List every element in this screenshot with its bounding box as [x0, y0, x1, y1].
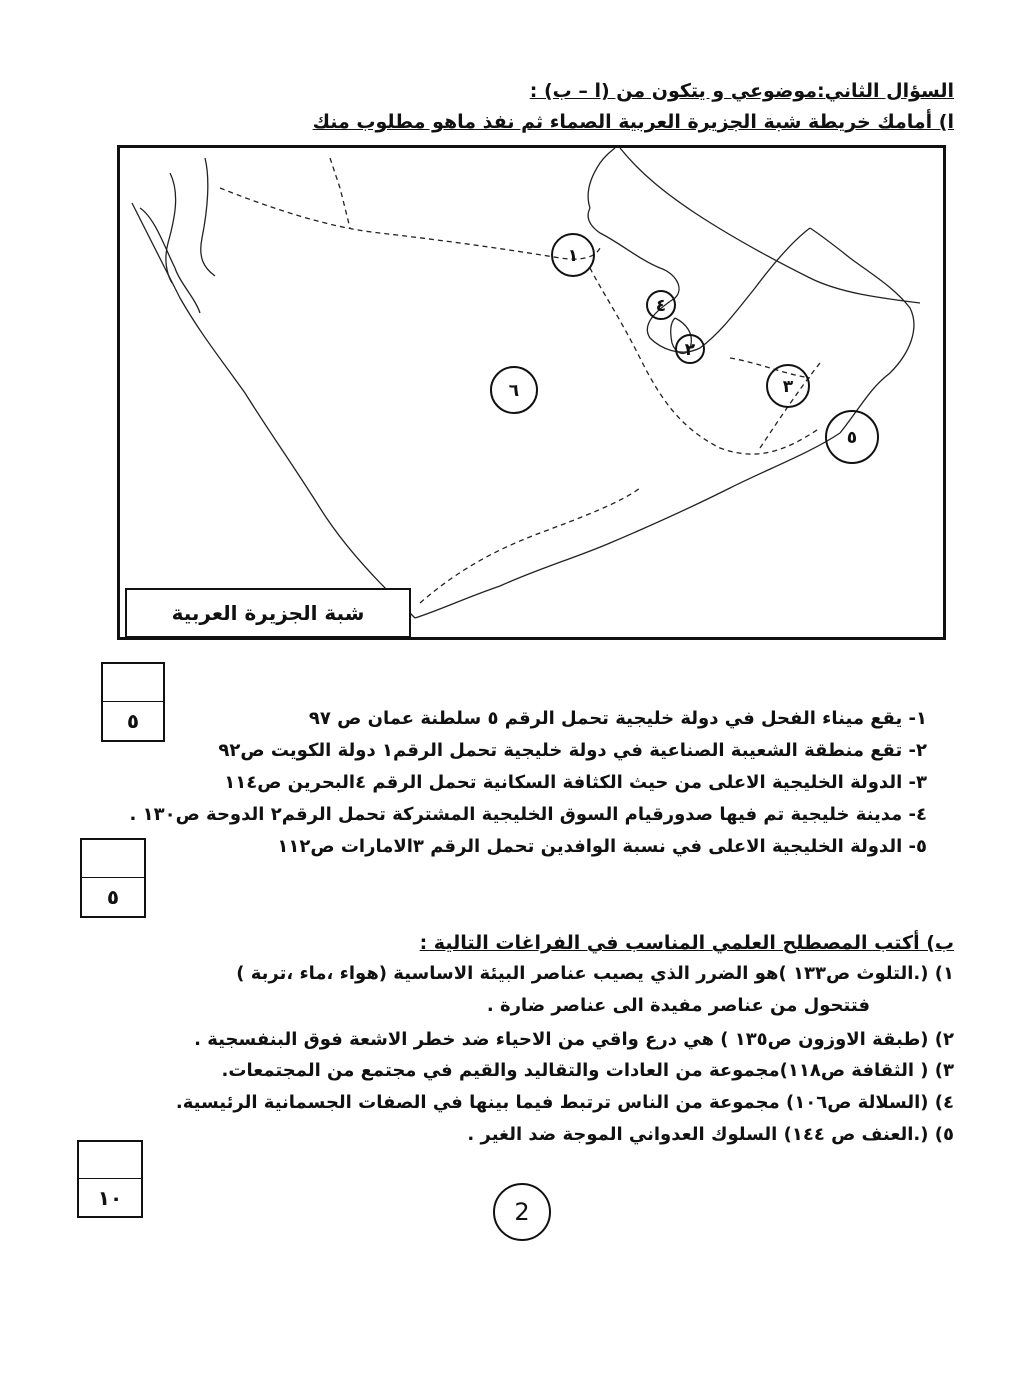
part-a-instruction: ا) أمامك خريطة شبة الجزيرة العربية الصماء ثم نفذ ماهو مطلوب منك	[312, 111, 954, 133]
part-a-item-4: ٤- مدينة خليجية تم فيها صدورقيام السوق الخليجية المشتركة تحمل الرقم٢ الدوحة ص١٣٠ .	[129, 804, 927, 825]
marker-label-2: ٢	[684, 340, 696, 360]
score-box-part-a-2	[80, 838, 146, 918]
marker-label-6: ٦	[508, 381, 520, 401]
part-a-item-1: ١- يقع ميناء الفحل في دولة خليجية تحمل الرقم ٥ سلطنة عمان ص ٩٧	[308, 708, 927, 729]
score-box-part-a-1	[101, 662, 165, 742]
marker-label-1: ١	[567, 246, 579, 266]
score-value: ١٠	[97, 1185, 123, 1210]
map-title: شبة الجزيرة العربية	[125, 588, 411, 638]
part-a-item-2: ٢- تقع منطقة الشعيبة الصناعية في دولة خليجية تحمل الرقم١ دولة الكويت ص٩٢	[218, 740, 927, 761]
marker-label-3: ٣	[782, 377, 794, 397]
score-value: ٥	[126, 709, 140, 733]
question-title: السؤال الثاني:موضوعي و يتكون من (ا – ب) :	[529, 80, 954, 102]
part-a-item-5: ٥- الدولة الخليجية الاعلى في نسبة الوافدين تحمل الرقم ٣الامارات ص١١٢	[277, 836, 927, 857]
part-b-item-5: ٥) (.العنف ص ١٤٤) السلوك العدواني الموجة ضد الغير .	[467, 1124, 954, 1145]
part-b-item-1: ١) (.التلوث ص١٣٣ )هو الضرر الذي يصيب عناصر البيئة الاساسية (هواء ،ماء ،تربة )	[236, 963, 954, 984]
score-box-part-b	[77, 1140, 143, 1218]
part-b-item-3: ٣) ( الثقافة ص١١٨)مجموعة من العادات والتقاليد والقيم في مجتمع من المجتمعات.	[221, 1060, 954, 1081]
marker-label-5: ٥	[846, 428, 858, 448]
page-number: 2	[493, 1183, 551, 1241]
arabian-peninsula-map	[117, 145, 946, 640]
part-a-item-3: ٣- الدولة الخليجية الاعلى من حيث الكثافة السكانية تحمل الرقم ٤البحرين ص١١٤	[224, 772, 927, 793]
map-markers	[120, 148, 943, 637]
part-b-item-4: ٤) (السلالة ص١٠٦) مجموعة من الناس ترتبط فيما بينها في الصفات الجسمانية الرئيسية.	[175, 1092, 954, 1113]
part-b-item-1-continued: فتتحول من عناصر مفيدة الى عناصر ضارة .	[486, 995, 870, 1016]
part-b-item-2: ٢) (طبقة الاوزون ص١٣٥ ) هي درع واقي من الاحياء ضد خطر الاشعة فوق البنفسجية .	[194, 1029, 954, 1050]
score-value: ٥	[106, 885, 120, 909]
part-b-instruction: ب) أكتب المصطلح العلمي المناسب في الفراغات التالية :	[419, 932, 954, 954]
marker-label-4: ٤	[655, 296, 667, 316]
